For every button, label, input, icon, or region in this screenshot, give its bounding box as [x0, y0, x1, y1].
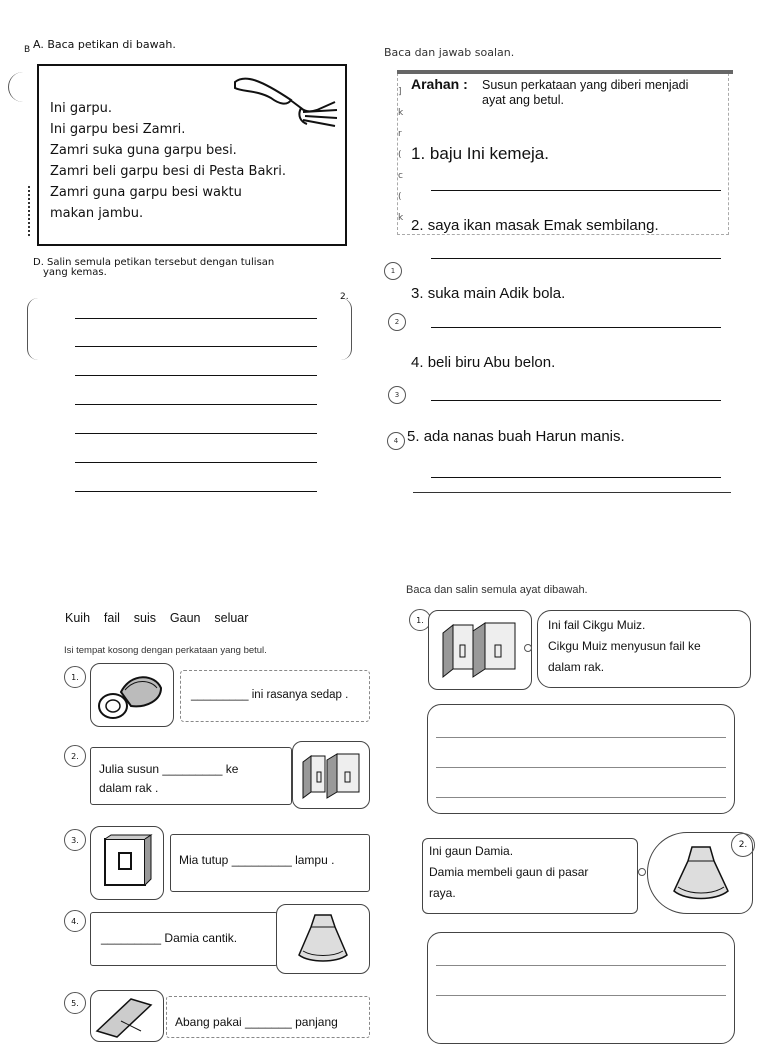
left-bracket-d	[27, 298, 38, 360]
word-bank: Kuih fail suis Gaun seluar	[65, 611, 249, 625]
writing-line[interactable]	[75, 433, 317, 434]
fill-num-4: 4.	[64, 910, 86, 932]
arahan-text	[482, 78, 688, 108]
copy-num-2: 2.	[731, 833, 755, 857]
writing-line[interactable]	[75, 346, 317, 347]
fill-card-3-text	[170, 834, 370, 892]
copy-answer-box-1[interactable]	[427, 704, 735, 814]
writing-line[interactable]	[75, 491, 317, 492]
copy-card-1-hole	[524, 644, 532, 652]
answer-line-5[interactable]	[431, 477, 721, 478]
copy-card-2-line1: Ini gaun Damia.	[429, 844, 514, 858]
item-3-sentence	[411, 285, 565, 302]
trousers-icon	[91, 991, 163, 1041]
arahan-text-line1: Susun perkataan yang diberi menjadi	[482, 78, 689, 92]
circle-num-2: 2	[388, 313, 406, 331]
fill-card-4-picture	[276, 904, 370, 974]
fork-icon	[231, 72, 341, 136]
arahan-shadow	[397, 70, 733, 74]
bottom-rule	[413, 492, 731, 493]
copy-card-2-line3: raya.	[429, 886, 456, 900]
answer-line-2[interactable]	[431, 258, 721, 259]
fill-num-3: 3.	[64, 829, 86, 851]
passage-line: Ini garpu.	[50, 101, 113, 116]
copy-line[interactable]	[436, 737, 726, 738]
fill-instruction: Isi tempat kosong dengan perkataan yang betul.	[64, 645, 267, 656]
arahan-label: Arahan :	[411, 76, 468, 92]
writing-line[interactable]	[75, 462, 317, 463]
arahan-text-line2: ayat ang betul.	[482, 93, 565, 107]
copy-line[interactable]	[436, 995, 726, 996]
writing-line[interactable]	[75, 375, 317, 376]
circle-num-1: 1	[384, 262, 402, 280]
item-1-sentence	[411, 144, 549, 164]
item-2-num: 2.	[411, 217, 424, 234]
item-2-sentence	[411, 217, 659, 234]
fill-sentence-2	[99, 760, 238, 798]
kuih-icon	[91, 664, 173, 726]
fill-num-5: 5.	[64, 992, 86, 1014]
item-2-text: saya ikan masak Emak sembilang.	[427, 217, 659, 234]
binder-icon	[293, 742, 369, 808]
passage-line: Ini garpu besi Zamri.	[50, 122, 186, 137]
copy-card-1-text	[537, 610, 751, 688]
passage-line: makan jambu.	[50, 206, 144, 221]
copy-line[interactable]	[436, 965, 726, 966]
section-a-title: A. Baca petikan di bawah.	[33, 38, 176, 51]
copy-line[interactable]	[436, 797, 726, 798]
section-d-title-line2: yang kemas.	[43, 267, 107, 278]
item-3-num: 3.	[411, 285, 424, 302]
item-5-num: 5.	[407, 428, 420, 445]
fill-card-3-picture	[90, 826, 164, 900]
answer-line-1[interactable]	[431, 190, 721, 191]
copy-card-1-sentences	[548, 615, 701, 678]
answer-line-4[interactable]	[431, 400, 721, 401]
section-marker-b: B	[24, 45, 31, 55]
item-5-sentence	[407, 428, 625, 445]
copy-answer-box-2[interactable]	[427, 932, 735, 1044]
right-bracket-d	[341, 298, 352, 360]
copy-card-1-picture	[428, 610, 532, 690]
circle-num-4: 4	[387, 432, 405, 450]
right-top-header: Baca dan jawab soalan.	[384, 46, 515, 59]
passage-box	[37, 64, 347, 246]
fill-card-2-text	[90, 747, 292, 805]
margin-marks: ] k r ( c ( k	[398, 87, 404, 223]
copy-card-2-hole	[638, 868, 646, 876]
copy-card-1-line1: Ini fail Cikgu Muiz.	[548, 618, 646, 632]
fill-num-1: 1.	[64, 666, 86, 688]
item-4-num: 4.	[411, 354, 424, 371]
passage-line: Zamri suka guna garpu besi.	[50, 143, 237, 158]
item-1-text: baju Ini kemeja.	[429, 144, 549, 163]
passage-line: Zamri beli garpu besi di Pesta Bakri.	[50, 164, 287, 179]
copy-num-1: 1.	[409, 609, 431, 631]
fill-card-4-text	[90, 912, 278, 966]
answer-line-3[interactable]	[431, 327, 721, 328]
binder-icon	[429, 611, 531, 689]
copy-card-2-line2: Damia membeli gaun di pasar	[429, 865, 589, 879]
copy-card-1-line3: dalam rak.	[548, 660, 605, 674]
fill-sentence-4: _________ Damia cantik.	[101, 931, 238, 945]
fill-sentence-2-line1: Julia susun _________ ke	[99, 762, 239, 776]
switch-icon	[91, 827, 163, 899]
passage-line: Zamri guna garpu besi waktu	[50, 185, 242, 200]
left-bracket	[8, 72, 25, 102]
copy-line[interactable]	[436, 767, 726, 768]
fill-card-1-picture	[90, 663, 174, 727]
fill-card-1-text	[180, 670, 370, 722]
item-3-text: suka main Adik bola.	[427, 285, 566, 302]
section-d-title	[33, 258, 274, 278]
item-5-text: ada nanas buah Harun manis.	[423, 428, 625, 445]
fill-sentence-2-line2: dalam rak .	[99, 781, 159, 795]
fill-card-5-text	[166, 996, 370, 1038]
item-4-sentence	[411, 354, 555, 371]
fill-sentence-5: Abang pakai _______ panjang	[175, 1015, 338, 1029]
right-bottom-header: Baca dan salin semula ayat dibawah.	[406, 584, 588, 596]
writing-line[interactable]	[75, 404, 317, 405]
writing-line[interactable]	[75, 318, 317, 319]
fill-card-2-picture	[292, 741, 370, 809]
item-1-num: 1.	[411, 144, 426, 163]
circle-num-3: 3	[388, 386, 406, 404]
fill-num-2: 2.	[64, 745, 86, 767]
copy-card-1-line2: Cikgu Muiz menyusun fail ke	[548, 639, 701, 653]
side-watermark	[28, 186, 36, 236]
dress-icon	[277, 905, 369, 973]
fill-sentence-1: _________ ini rasanya sedap .	[191, 689, 349, 701]
fill-sentence-3: Mia tutup _________ lampu .	[179, 853, 335, 867]
copy-card-2-text	[422, 838, 638, 914]
fill-card-5-picture	[90, 990, 164, 1042]
side-number: 2.	[340, 292, 349, 302]
item-4-text: beli biru Abu belon.	[427, 354, 556, 371]
section-d-title-line1: D. Salin semula petikan tersebut dengan tulisan	[33, 257, 275, 268]
copy-card-2-sentences	[429, 841, 588, 904]
